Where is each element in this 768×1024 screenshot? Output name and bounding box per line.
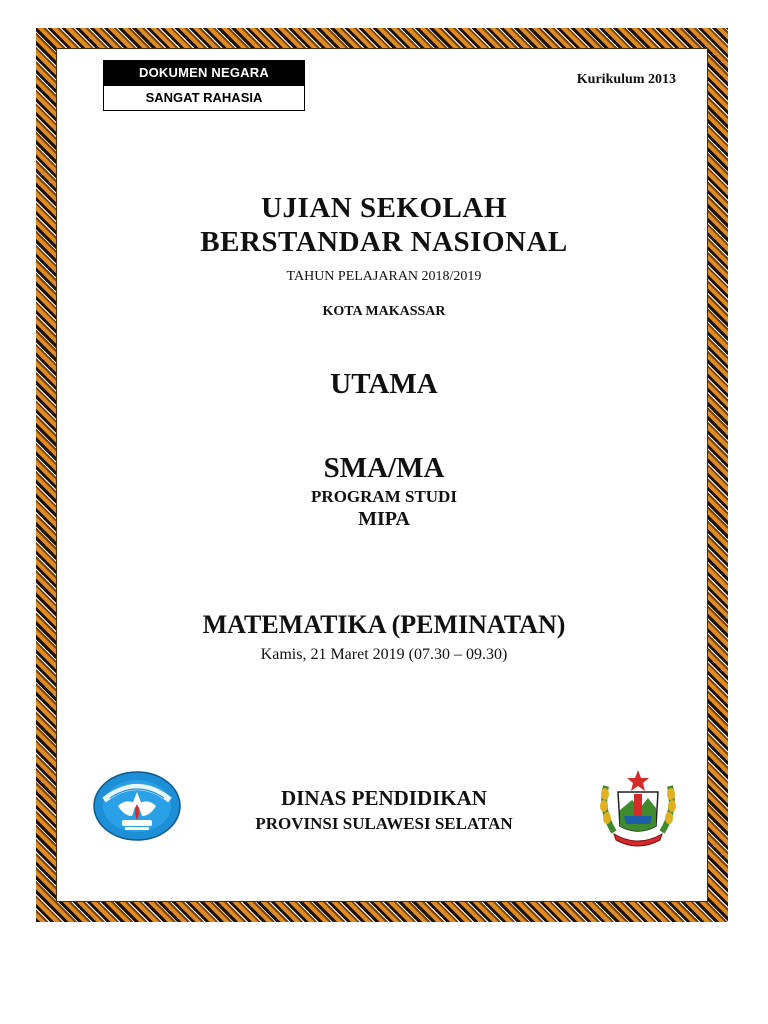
program-name: MIPA [358,508,410,530]
stamp-document-label: DOKUMEN NEGARA [104,61,304,85]
city-name: KOTA MAKASSAR [322,304,446,319]
provincial-emblem-icon [592,764,684,856]
tut-wuri-handayani-icon [92,770,182,842]
exam-title-line2: BERSTANDAR NASIONAL [200,226,568,258]
package-label: UTAMA [330,368,438,400]
school-level: SMA/MA [323,452,445,484]
classification-stamp [103,60,305,111]
stamp-secrecy-label: SANGAT RAHASIA [104,85,304,110]
curriculum-label: Kurikulum 2013 [576,72,676,87]
exam-schedule: Kamis, 21 Maret 2019 (07.30 – 09.30) [260,646,508,663]
subject-title: MATEMATIKA (PEMINATAN) [202,610,566,639]
province-name: PROVINSI SULAWESI SELATAN [255,814,513,833]
academic-year: TAHUN PELAJARAN 2018/2019 [286,269,482,284]
office-name: DINAS PENDIDIKAN [281,786,487,810]
program-label: PROGRAM STUDI [311,487,457,506]
exam-title-line1: UJIAN SEKOLAH [261,192,507,224]
